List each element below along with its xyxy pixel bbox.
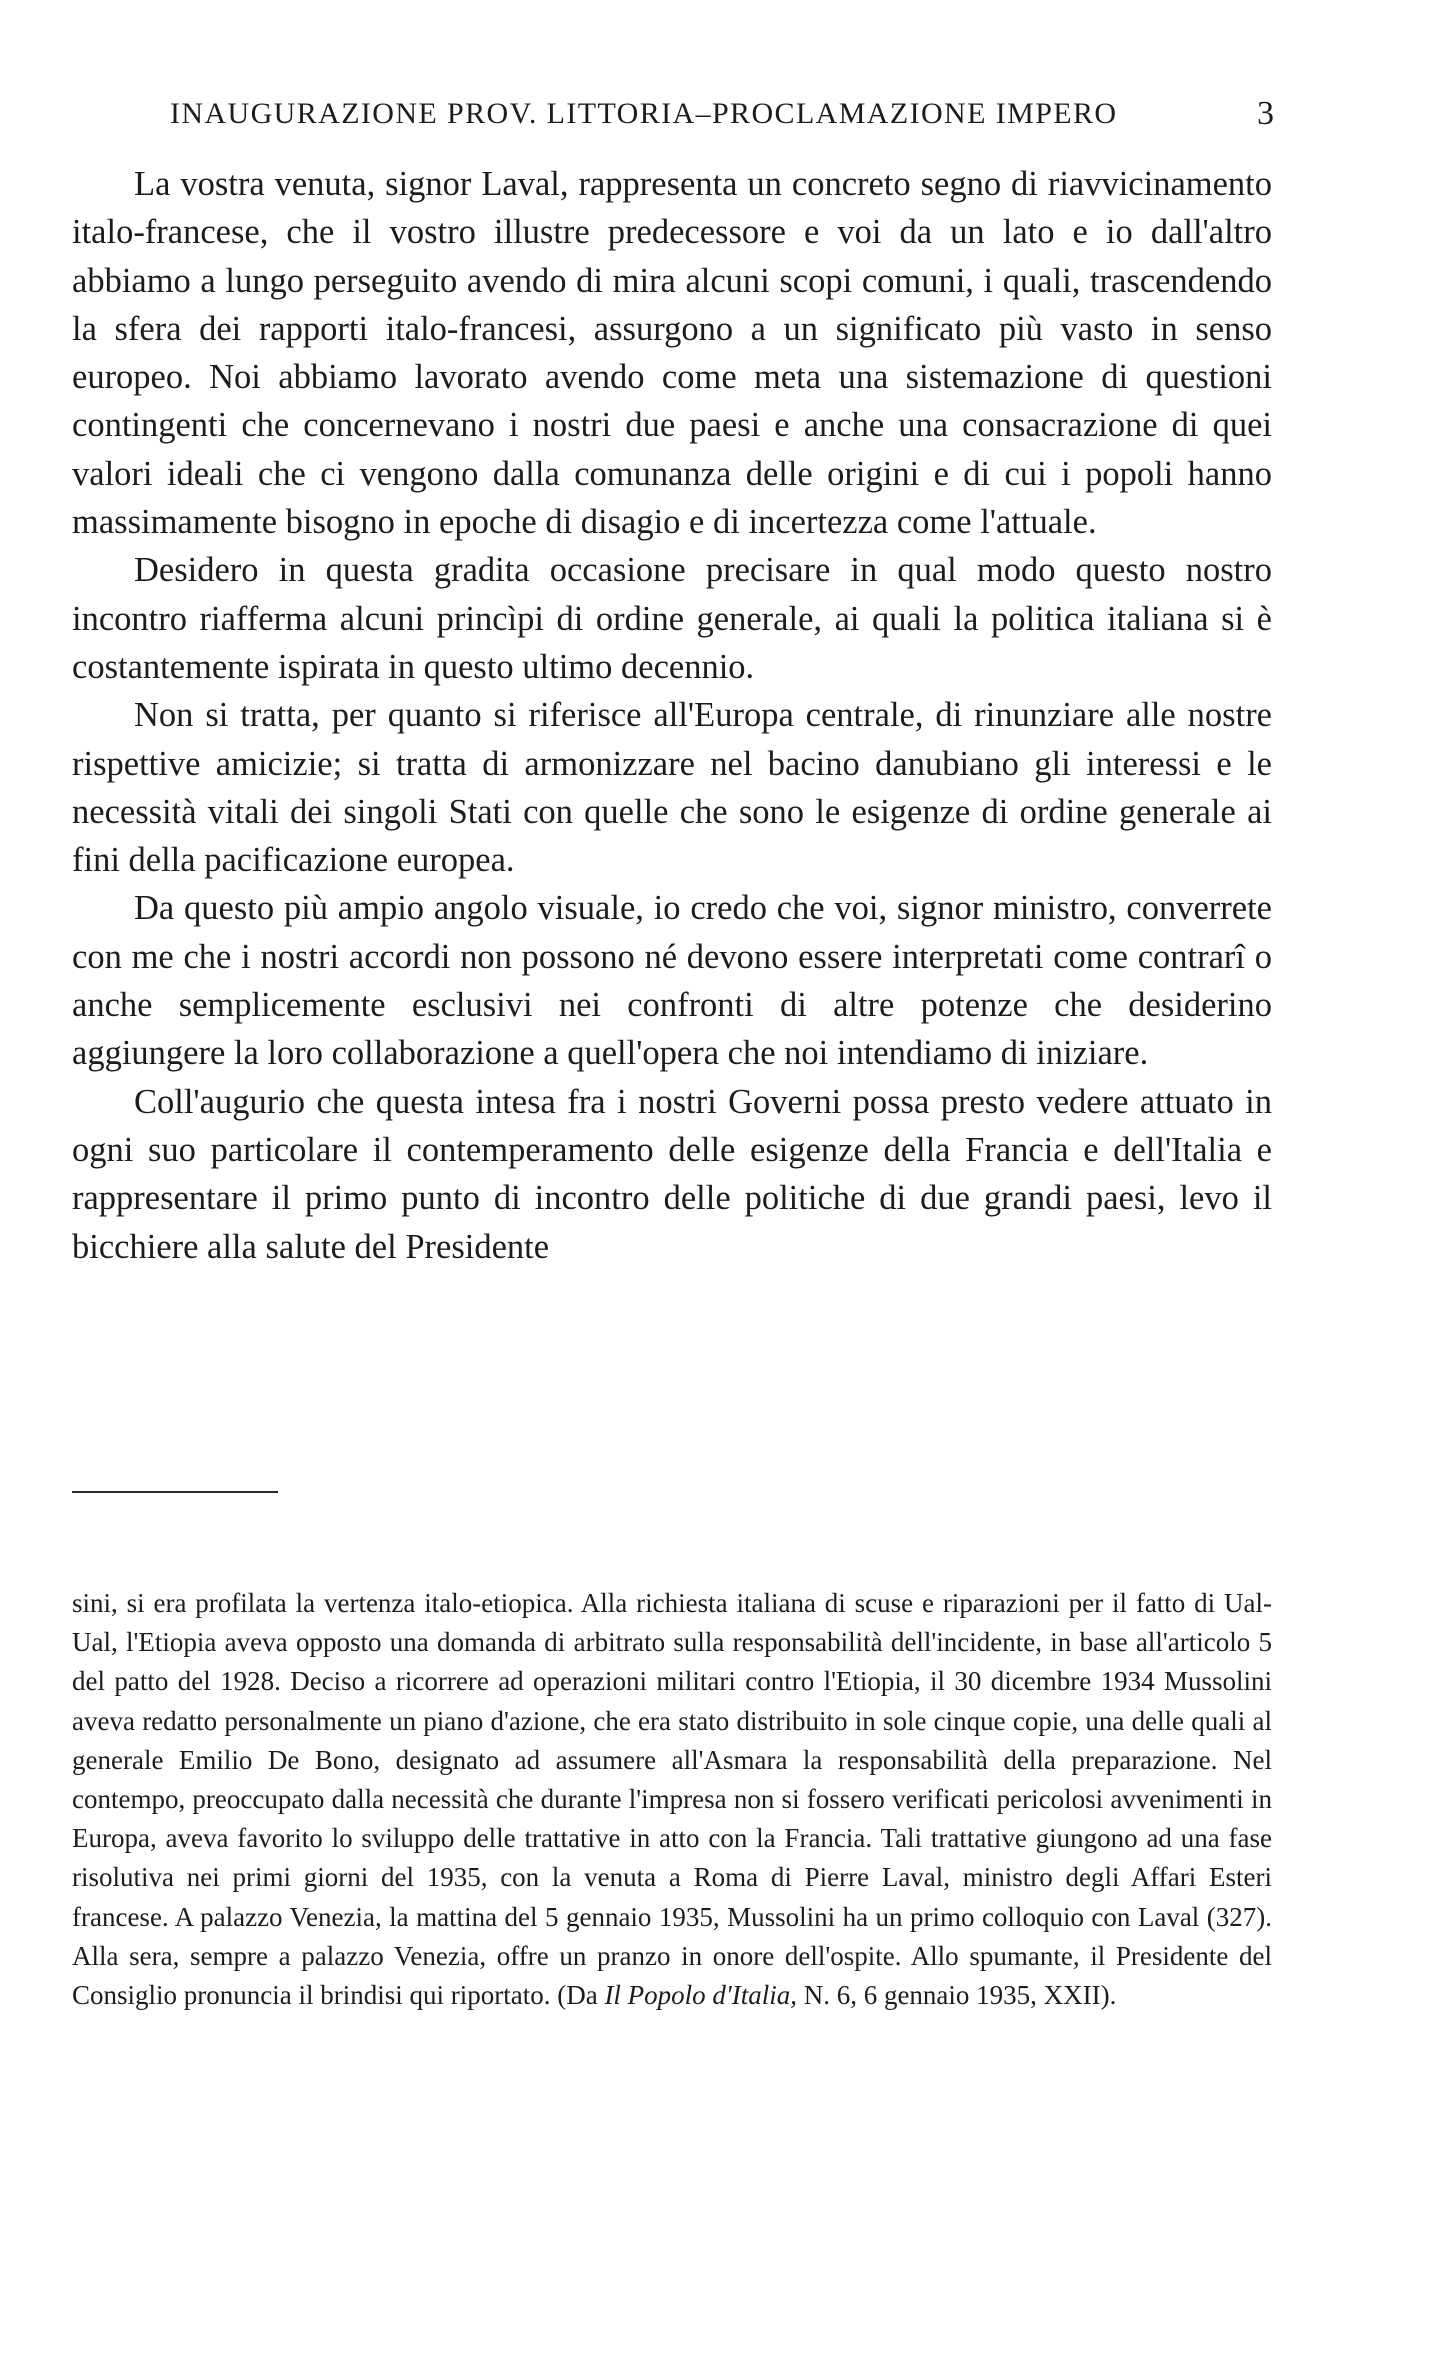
main-text xyxy=(72,160,1272,1271)
paragraph-1: La vostra venuta, signor Laval, rappresenta un concreto segno di riavvicinamento italo-francese, che il vostro illustre predecessore e voi da un lato e io dall'altro abbiamo a lungo perseguito avendo di mira alcuni scopi comuni, i quali, trascendendo la sfera dei rapporti italo-francesi, assurgono a un significato più vasto in senso europeo. Noi abbiamo lavorato avendo come meta una sistemazione di questioni contingenti che concernevano i nostri due paesi e anche una consacrazione di quei valori ideali che ci vengono dalla comunanza delle origini e di cui i popoli hanno massimamente bisogno in epoche di disagio e di incertezza come l'attuale. xyxy=(72,165,1272,542)
footnote-text: sini, si era profilata la vertenza italo-etiopica. Alla richiesta italiana di scuse e riparazioni per il fatto di Ual-Ual, l'Etiopia aveva opposto una domanda di arbitrato sulla responsabilità dell'incidente, in base all'articolo 5 del patto del 1928. Deciso a ricorrere ad operazioni militari contro l'Etiopia, il 30 dicembre 1934 Mussolini aveva redatto personalmente un piano d'azione, che era stato distribuito in sole cinque copie, una delle quali al generale Emilio De Bono, designato ad assumere all'Asmara la responsabilità della preparazione. Nel contempo, preoccupato dalla necessità che durante l'impresa non si fossero verificati pericolosi avvenimenti in Europa, aveva favorito lo sviluppo delle trattative in atto con la Francia. Tali trattative giungono ad una fase risolutiva nei primi giorni del 1935, con la venuta a Roma di Pierre Laval, ministro degli Affari Esteri francese. A palazzo Venezia, la mattina del 5 gennaio 1935, Mussolini ha un primo colloquio con Laval (327). Alla sera, sempre a palazzo Venezia, offre un pranzo in onore dell'ospite. Allo spumante, il Presidente del Consiglio pronuncia il brindisi qui riportato. (Da xyxy=(72,1588,1272,2011)
running-title: INAUGURAZIONE PROV. LITTORIA–PROCLAMAZIONE IMPERO xyxy=(170,97,1118,130)
paragraph-3: Non si tratta, per quanto si riferisce all'Europa centrale, di rinunziare alle nostre rispettive amicizie; si tratta di armonizzare nel bacino danubiano gli interessi e le necessità vitali dei singoli Stati con quelle che sono le esigenze di ordine generale ai fini della pacificazione europea. xyxy=(72,696,1272,880)
paragraph-4: Da questo più ampio angolo visuale, io credo che voi, signor ministro, converrete con me che i nostri accordi non possono né devono essere interpretati come contrarî o anche semplicemente esclusivi nei confronti di altre potenze che desiderino aggiungere la loro collaborazione a quell'opera che noi intendiamo di iniziare. xyxy=(72,889,1272,1073)
page-number: 3 xyxy=(1257,95,1274,132)
paragraph-2: Desidero in questa gradita occasione precisare in qual modo questo nostro incontro riafferma alcuni princìpi di ordine generale, ai quali la politica italiana si è costantemente ispirata in questo ultimo decennio. xyxy=(72,551,1272,686)
footnote-source-title: Il Popolo d'Italia, xyxy=(604,1980,797,2011)
footnote-source-details: N. 6, 6 gennaio 1935, XXII). xyxy=(796,1980,1117,2011)
footnote xyxy=(72,1584,1272,2015)
running-header xyxy=(170,94,1274,134)
paragraph-5: Coll'augurio che questa intesa fra i nostri Governi possa presto vedere attuato in ogni suo particolare il contemperamento delle esigenze della Francia e dell'Italia e rappresentare il primo punto di incontro delle politiche di due grandi paesi, levo il bicchiere alla salute del Presidente xyxy=(72,1082,1272,1266)
footnote-separator xyxy=(72,1491,278,1493)
footnote-paragraph xyxy=(72,1584,1272,2015)
